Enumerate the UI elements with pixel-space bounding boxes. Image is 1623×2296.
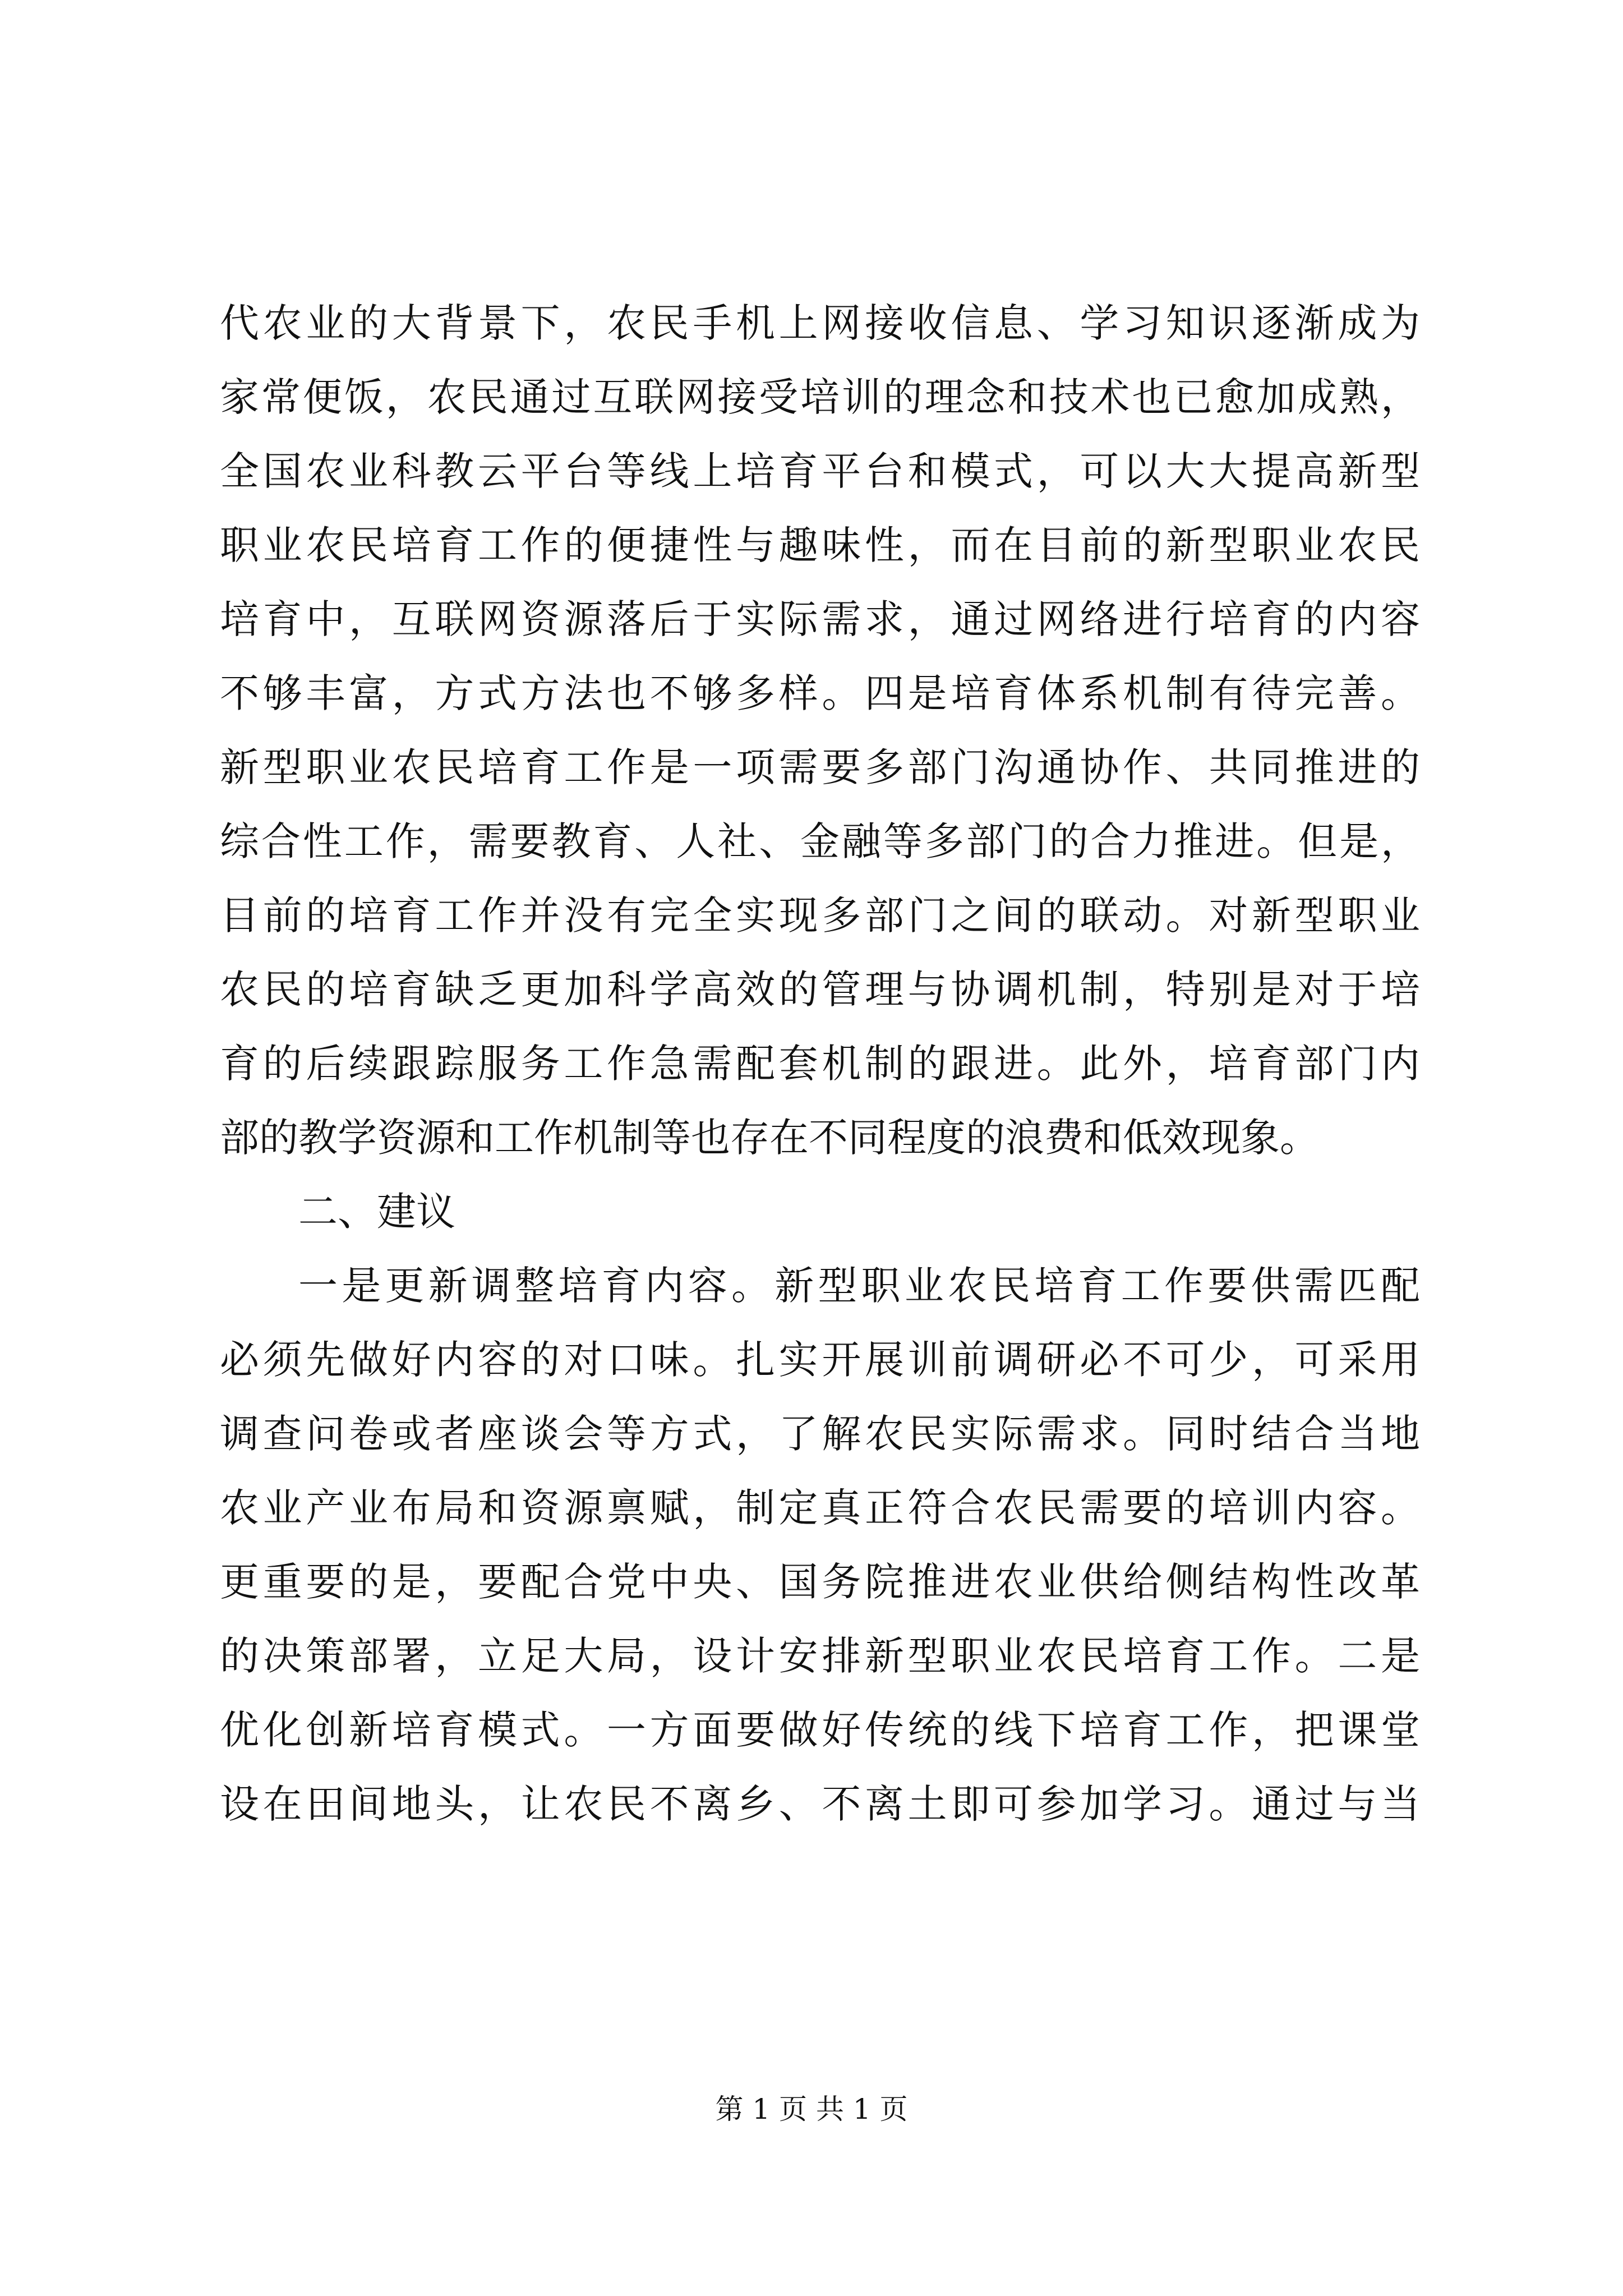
text-line: 必须先做好内容的对口味。扎实开展训前调研必不可少，可采用 xyxy=(220,1337,1420,1383)
text-line: 部的教学资源和工作机制等也存在不同程度的浪费和低效现象。 xyxy=(220,1115,1319,1161)
text-line: 不够丰富，方式方法也不够多样。四是培育体系机制有待完善。 xyxy=(220,670,1420,716)
text-line: 培育中，互联网资源落后于实际需求，通过网络进行培育的内容 xyxy=(220,596,1420,642)
text-line: 全国农业科教云平台等线上培育平台和模式，可以大大提高新型 xyxy=(220,448,1420,494)
page-number: 第 1 页 共 1 页 xyxy=(715,2093,908,2125)
document-body xyxy=(220,286,1420,1841)
text-line: 农业产业布局和资源禀赋，制定真正符合农民需要的培训内容。 xyxy=(220,1485,1420,1531)
section-heading: 二、建议 xyxy=(298,1189,455,1235)
text-line: 调查问卷或者座谈会等方式，了解农民实际需求。同时结合当地 xyxy=(220,1411,1420,1457)
text-line: 目前的培育工作并没有完全实现多部门之间的联动。对新型职业 xyxy=(220,892,1420,938)
text-line: 新型职业农民培育工作是一项需要多部门沟通协作、共同推进的 xyxy=(220,744,1420,790)
text-line: 综合性工作，需要教育、人社、金融等多部门的合力推进。但是， xyxy=(220,818,1420,864)
text-line: 优化创新培育模式。一方面要做好传统的线下培育工作，把课堂 xyxy=(220,1707,1420,1753)
text-line: 农民的培育缺乏更加科学高效的管理与协调机制，特别是对于培 xyxy=(220,967,1420,1013)
text-line: 家常便饭，农民通过互联网接受培训的理念和技术也已愈加成熟， xyxy=(220,374,1420,420)
text-line: 一是更新调整培育内容。新型职业农民培育工作要供需匹配 xyxy=(298,1263,1420,1309)
text-line: 育的后续跟踪服务工作急需配套机制的跟进。此外，培育部门内 xyxy=(220,1041,1420,1087)
text-line: 更重要的是，要配合党中央、国务院推进农业供给侧结构性改革 xyxy=(220,1559,1420,1605)
text-line: 代农业的大背景下，农民手机上网接收信息、学习知识逐渐成为 xyxy=(220,300,1420,346)
text-line: 设在田间地头，让农民不离乡、不离土即可参加学习。通过与当 xyxy=(220,1781,1420,1827)
text-line: 的决策部署，立足大局，设计安排新型职业农民培育工作。二是 xyxy=(220,1633,1420,1679)
text-line: 职业农民培育工作的便捷性与趣味性，而在目前的新型职业农民 xyxy=(220,522,1420,568)
